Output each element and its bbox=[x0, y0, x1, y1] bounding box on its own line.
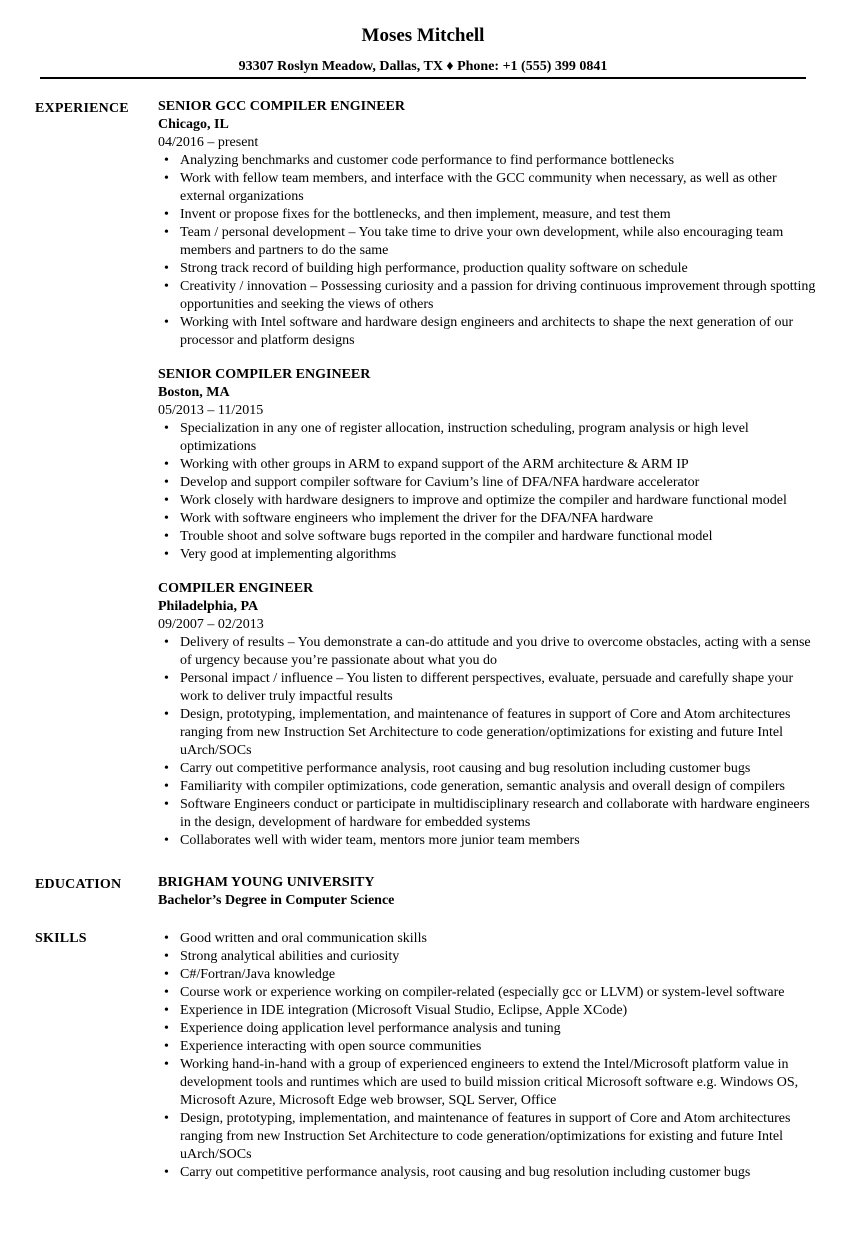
bullet-item: • Creativity / innovation – Possessing curiosity and a passion for driving continuous improvement through spotting opportunities and seeking the views of others bbox=[158, 278, 818, 314]
job-bullets bbox=[158, 420, 818, 564]
job-dates: 04/2016 – present bbox=[158, 135, 259, 150]
bullet-item: • Working with other groups in ARM to expand support of the ARM architecture & ARM IP bbox=[158, 456, 818, 474]
bullet-item: • Carry out competitive performance analysis, root causing and bug resolution including customer bugs bbox=[158, 760, 818, 778]
section-title-skills: SKILLS bbox=[35, 931, 87, 946]
bullet-item: • Personal impact / influence – You listen to different perspectives, evaluate, persuade and carefully shape your work to deliver truly impactful results bbox=[158, 670, 818, 706]
job-dates: 05/2013 – 11/2015 bbox=[158, 403, 264, 418]
section-title-education: EDUCATION bbox=[35, 877, 122, 892]
bullet-item: • Software Engineers conduct or participate in multidisciplinary research and collaborate with hardware engineers in the design, development of hardware for embedded systems bbox=[158, 796, 818, 832]
bullet-item: • Analyzing benchmarks and customer code performance to find performance bottlenecks bbox=[158, 152, 818, 170]
job-location: Philadelphia, PA bbox=[158, 599, 259, 614]
bullet-item: • Very good at implementing algorithms bbox=[158, 546, 818, 564]
job-title: COMPILER ENGINEER bbox=[158, 581, 314, 596]
bullet-item: • Working with Intel software and hardware design engineers and architects to shape the next generation of our processor and platform designs bbox=[158, 314, 818, 350]
bullet-item: • Design, prototyping, implementation, and maintenance of features in support of Core and Atom architectures ranging from new Instruction Set Architecture to code generation/optimizations for existing and future Intel uArch/SOCs bbox=[158, 706, 818, 760]
experience-list bbox=[158, 98, 818, 850]
skill-item: • C#/Fortran/Java knowledge bbox=[158, 966, 818, 984]
bullet-item: • Invent or propose fixes for the bottlenecks, and then implement, measure, and test them bbox=[158, 206, 818, 224]
skill-item: • Experience in IDE integration (Microsoft Visual Studio, Eclipse, Apple XCode) bbox=[158, 1002, 818, 1020]
contact-line: 93307 Roslyn Meadow, Dallas, TX ♦ Phone: +1 (555) 399 0841 bbox=[238, 59, 608, 74]
skill-item: • Carry out competitive performance analysis, root causing and bug resolution including customer bugs bbox=[158, 1164, 818, 1182]
bullet-item: • Work with fellow team members, and interface with the GCC community when necessary, as well as other external organizations bbox=[158, 170, 818, 206]
job-title: SENIOR GCC COMPILER ENGINEER bbox=[158, 99, 405, 114]
bullet-item: • Familiarity with compiler optimizations, code generation, semantic analysis and overall design of compilers bbox=[158, 778, 818, 796]
job-bullets bbox=[158, 152, 818, 350]
bullet-item: • Work with software engineers who implement the driver for the DFA/NFA hardware bbox=[158, 510, 818, 528]
skill-item: • Good written and oral communication skills bbox=[158, 930, 818, 948]
job-title: SENIOR COMPILER ENGINEER bbox=[158, 367, 371, 382]
candidate-name: Moses Mitchell bbox=[361, 25, 485, 46]
bullet-item: • Trouble shoot and solve software bugs reported in the compiler and hardware functional model bbox=[158, 528, 818, 546]
skills-body bbox=[158, 928, 818, 1182]
school-name: BRIGHAM YOUNG UNIVERSITY bbox=[158, 875, 375, 890]
skills-section bbox=[0, 928, 860, 1182]
bullet-item: • Work closely with hardware designers to improve and optimize the compiler and hardware functional model bbox=[158, 492, 818, 510]
job-entry bbox=[158, 366, 818, 564]
bullet-item: • Specialization in any one of register allocation, instruction scheduling, program analysis or high level optimizations bbox=[158, 420, 818, 456]
bullet-item: • Team / personal development – You take time to drive your own development, while also encouraging team members and partners to do the same bbox=[158, 224, 818, 260]
job-entry bbox=[158, 98, 818, 350]
job-location: Chicago, IL bbox=[158, 117, 229, 132]
skill-item: • Working hand-in-hand with a group of experienced engineers to extend the Intel/Microsoft platform value in development tools and runtimes which are used to build mission critical Microsoft software e.g. Windows OS, Microsoft Azure, Microsoft Edge web browser, SQL Server, Office bbox=[158, 1056, 818, 1110]
skills-list bbox=[158, 930, 818, 1182]
education-body bbox=[158, 874, 818, 910]
skill-item: • Experience interacting with open source communities bbox=[158, 1038, 818, 1056]
bullet-item: • Collaborates well with wider team, mentors more junior team members bbox=[158, 832, 818, 850]
skill-item: • Strong analytical abilities and curiosity bbox=[158, 948, 818, 966]
job-location: Boston, MA bbox=[158, 385, 230, 400]
education-section bbox=[0, 874, 860, 910]
job-bullets bbox=[158, 634, 818, 850]
resume-content bbox=[0, 96, 860, 1182]
skill-item: • Experience doing application level performance analysis and tuning bbox=[158, 1020, 818, 1038]
skill-item: • Course work or experience working on compiler-related (especially gcc or LLVM) or system-level software bbox=[158, 984, 818, 1002]
job-entry bbox=[158, 580, 818, 850]
bullet-item: • Delivery of results – You demonstrate a can-do attitude and you drive to overcome obstacles, acting with a sense of urgency because you’re passionate about what you do bbox=[158, 634, 818, 670]
bullet-item: • Strong track record of building high performance, production quality software on schedule bbox=[158, 260, 818, 278]
section-title-experience: EXPERIENCE bbox=[35, 101, 129, 116]
degree: Bachelor’s Degree in Computer Science bbox=[158, 893, 395, 908]
job-dates: 09/2007 – 02/2013 bbox=[158, 617, 264, 632]
experience-section bbox=[0, 98, 860, 850]
skill-item: • Design, prototyping, implementation, and maintenance of features in support of Core and Atom architectures ranging from new Instruction Set Architecture to code generation/optimizations for existing and future Intel uArch/SOCs bbox=[158, 1110, 818, 1164]
bullet-item: • Develop and support compiler software for Cavium’s line of DFA/NFA hardware accelerator bbox=[158, 474, 818, 492]
header-divider bbox=[40, 77, 806, 79]
